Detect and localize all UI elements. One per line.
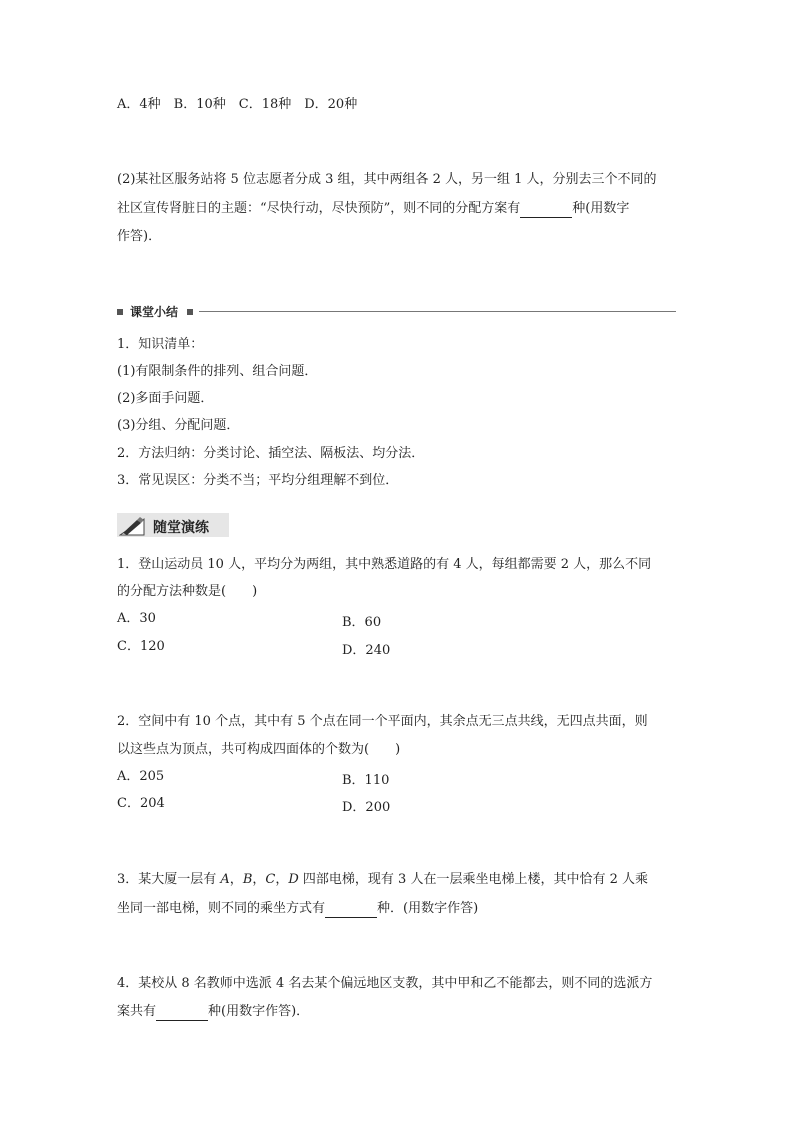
q2-option-c: C．204 (117, 796, 165, 811)
q2-option-d: D．200 (342, 800, 391, 815)
q3-line2 (117, 901, 478, 918)
divider (199, 311, 676, 312)
prev-q2-line3: 作答)． (117, 229, 162, 244)
q4-line2-post: 种(用数字作答)． (208, 1004, 310, 1019)
summary-item: 3．常见误区：分类不当；平均分组理解不到位． (117, 473, 399, 488)
prev-q2-line2-pre: 社区宣传肾脏日的主题：“尽快行动，尽快预防”，则不同的分配方案有 (117, 201, 521, 216)
summary-item: 2．方法归纳：分类讨论、插空法、隔板法、均分法． (117, 446, 425, 461)
prev-q2-line2-post: 种(用数字 (572, 201, 630, 216)
q3-line1-pre: 3．某大厦一层有 (117, 872, 221, 887)
q2-line2: 以这些点为顶点，共可构成四面体的个数为( ) (117, 742, 401, 757)
summary-item: (2)多面手问题． (117, 391, 214, 406)
square-bullet-icon (187, 309, 193, 315)
summary-item: (1)有限制条件的排列、组合问题． (117, 364, 318, 379)
elevator-a: A (220, 872, 230, 887)
elevator-c: C (265, 872, 276, 887)
q2-option-a: A．205 (117, 769, 165, 784)
q1-line2: 的分配方法种数是( ) (117, 584, 258, 599)
summary-item: 1．知识清单： (117, 337, 204, 352)
square-bullet-icon (117, 309, 123, 315)
q4-line1: 4．某校从 8 名教师中选派 4 名去某个偏远地区支教，其中甲和乙不能都去，则不同的选派方 (117, 976, 653, 991)
q1-option-d: D．240 (342, 643, 391, 658)
q2-line1: 2．空间中有 10 个点，其中有 5 个点在同一个平面内，其余点无三点共线，无四点共面，则 (117, 714, 648, 729)
summary-title: 课堂小结 (130, 305, 179, 319)
q3-line2-post: 种．(用数字作答) (377, 901, 479, 916)
q1-option-a: A．30 (117, 611, 156, 626)
separator: ， (252, 872, 266, 887)
prev-q2-line1: (2)某社区服务站将 5 位志愿者分成 3 组，其中两组各 2 人，另一组 1 人，分别去三个不同的 (117, 172, 657, 187)
answer-blank (520, 201, 572, 218)
q2-option-b: B．110 (342, 773, 390, 788)
practice-title: 随堂演练 (153, 520, 209, 536)
prev-q2-line2 (117, 201, 629, 218)
answer-blank (156, 1004, 208, 1021)
q1-option-c: C．120 (117, 639, 165, 654)
summary-header (117, 303, 676, 319)
q3-line1 (117, 872, 648, 888)
elevator-d: D (288, 872, 299, 887)
practice-banner (117, 513, 229, 537)
q3-line2-pre: 坐同一部电梯，则不同的乘坐方式有 (117, 901, 326, 916)
separator: ， (229, 872, 243, 887)
prev-options-line: A．4种 B．10种 C．18种 D．20种 (117, 97, 358, 112)
pencil-icon (119, 514, 145, 536)
summary-item: (3)分组、分配问题． (117, 418, 240, 433)
q1-option-b: B．60 (342, 615, 382, 630)
q3-line1-post: 四部电梯，现有 3 人在一层乘坐电梯上楼，其中恰有 2 人乘 (298, 872, 649, 887)
q4-line2 (117, 1004, 309, 1021)
q1-line1: 1．登山运动员 10 人，平均分为两组，其中熟悉道路的有 4 人，每组都需要 2 人，那么不同 (117, 557, 652, 572)
q4-line2-pre: 案共有 (117, 1004, 157, 1019)
separator: ， (275, 872, 289, 887)
answer-blank (325, 901, 377, 918)
elevator-b: B (242, 872, 253, 887)
